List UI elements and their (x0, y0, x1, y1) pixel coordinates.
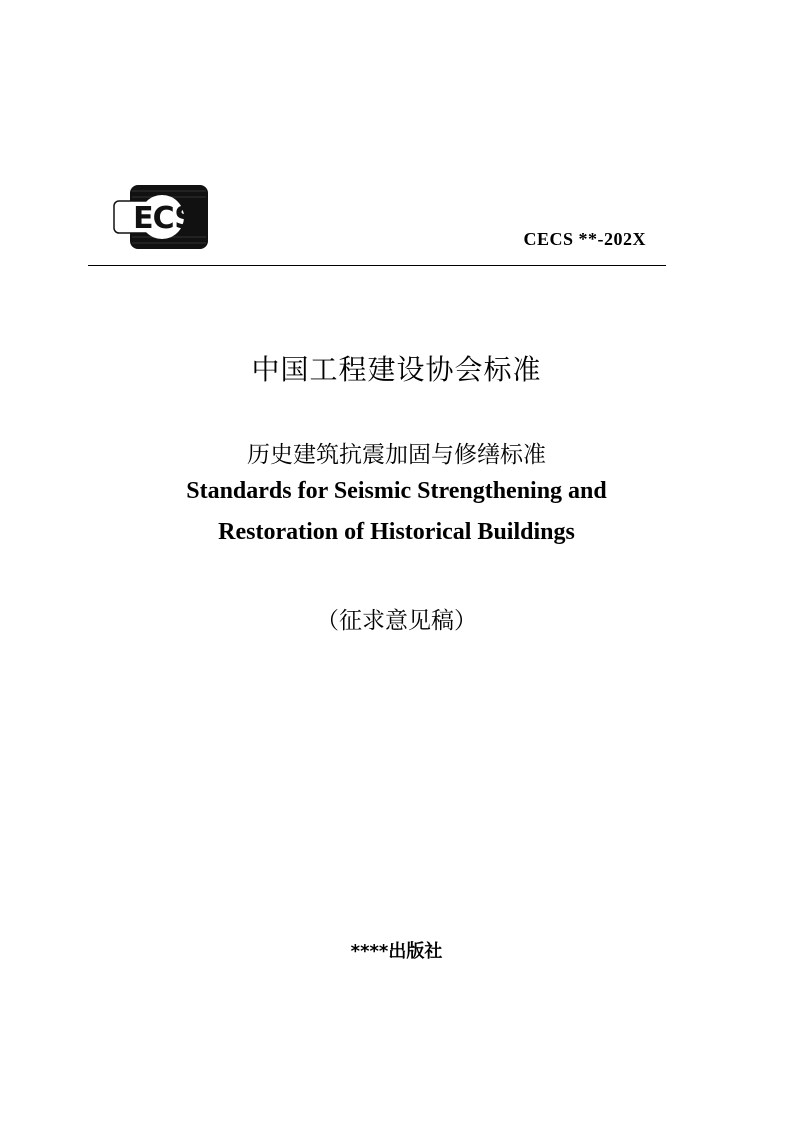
chinese-title: 历史建筑抗震加固与修缮标准 (247, 442, 546, 468)
english-title-line2: Restoration of Historical Buildings (218, 519, 575, 545)
publisher: ****出版社 (350, 941, 443, 962)
organization-title: 中国工程建设协会标准 (251, 353, 542, 386)
standard-code: CECS **-202X (523, 229, 646, 249)
draft-label: （征求意见稿） (316, 608, 477, 634)
ecs-logo (112, 183, 212, 251)
header-divider (88, 265, 666, 266)
svg-text:ECS: ECS (133, 201, 195, 236)
english-title-line1: Standards for Seismic Strengthening and (186, 478, 607, 504)
